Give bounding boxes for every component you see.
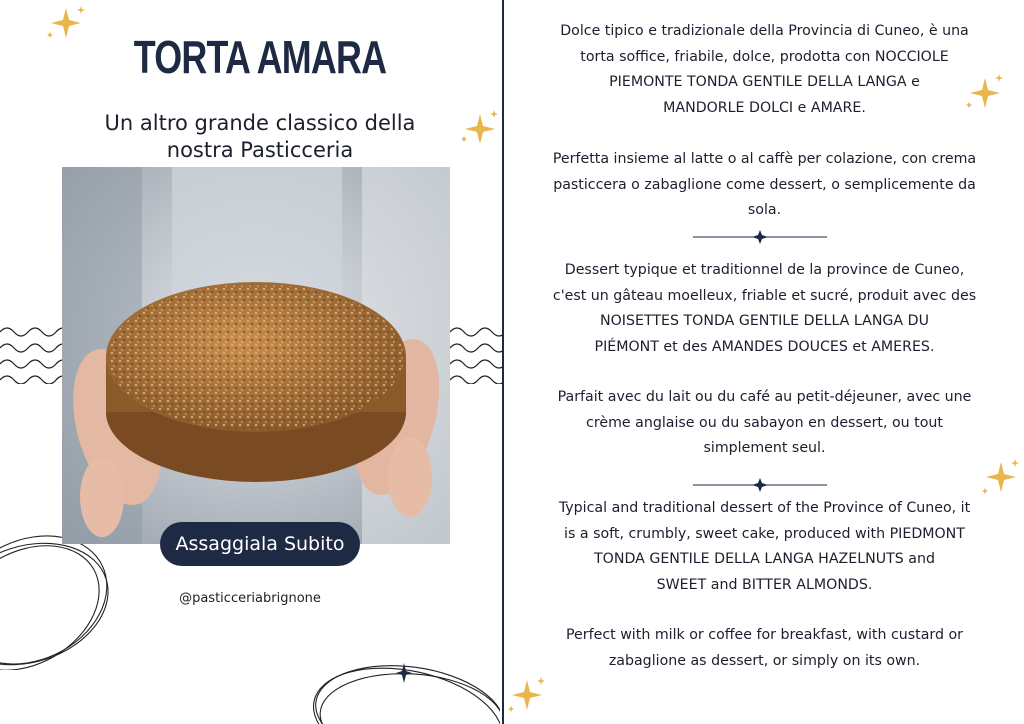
text-line: TONDA GENTILE DELLA LANGA HAZELNUTS and xyxy=(594,551,935,567)
text-line: Perfetta insieme al latte o al caffè per colazione, con crema xyxy=(552,151,977,167)
text-line: c'est un gâteau moelleux, friable et sucré, produit avec des xyxy=(552,287,977,304)
star-icon xyxy=(395,662,413,684)
text-line: PIÉMONT et des AMANDES DOUCES et AMERES. xyxy=(594,338,935,355)
subtitle-line: Un altro grande classico della xyxy=(104,111,416,135)
text-line: SWEET and BITTER ALMONDS. xyxy=(656,576,873,593)
star-divider-icon xyxy=(693,230,827,244)
cake-photo xyxy=(62,167,450,544)
text-line: MANDORLE DOLCI e AMARE. xyxy=(663,99,866,116)
text-line: torta soffice, friabile, dolce, prodotta con NOCCIOLE xyxy=(580,48,949,65)
star-divider-icon xyxy=(693,478,827,492)
italian-description xyxy=(505,19,1024,121)
italian-serving xyxy=(505,147,1024,224)
sparkle-icon xyxy=(458,108,502,148)
vertical-divider xyxy=(502,0,504,724)
text-line: NOISETTES TONDA GENTILE DELLA LANGA DU xyxy=(600,313,929,329)
text-line: sola. xyxy=(747,202,782,218)
text-line: zabaglione as dessert, or simply on its own. xyxy=(608,652,921,669)
subtitle-line: nostra Pasticceria xyxy=(166,138,354,162)
french-serving xyxy=(505,385,1024,462)
english-description xyxy=(505,496,1024,598)
french-description xyxy=(505,258,1024,360)
text-line: Typical and traditional dessert of the Province of Cuneo, it xyxy=(558,500,971,516)
sparkle-icon xyxy=(505,674,549,718)
left-panel xyxy=(0,0,502,724)
text-line: Dolce tipico e tradizionale della Provincia di Cuneo, è una xyxy=(560,23,969,39)
social-handle[interactable]: @pasticceriabrignone xyxy=(179,591,321,606)
taste-now-button[interactable]: Assaggiala Subito xyxy=(160,522,360,566)
sparkle-icon xyxy=(979,456,1023,500)
subtitle xyxy=(60,110,460,164)
right-panel xyxy=(505,0,1024,724)
page-title: TORTA AMARA xyxy=(133,31,387,83)
text-line: Parfait avec du lait ou du café au petit-déjeuner, avec une xyxy=(557,389,972,405)
wave-lines-icon xyxy=(0,322,62,384)
text-line: crème anglaise ou du sabayon en dessert, ou tout xyxy=(586,414,943,431)
english-serving xyxy=(505,623,1024,674)
text-line: simplement seul. xyxy=(703,440,826,456)
text-line: is a soft, crumbly, sweet cake, produced with PIEDMONT xyxy=(564,525,965,542)
text-line: pasticcera o zabaglione come dessert, o semplicemente da xyxy=(553,176,976,193)
text-line: PIEMONTE TONDA GENTILE DELLA LANGA e xyxy=(609,74,920,90)
text-line: Perfect with milk or coffee for breakfast, with custard or xyxy=(566,627,963,643)
text-line: Dessert typique et traditionnel de la province de Cuneo, xyxy=(564,262,965,278)
cake-photo-image xyxy=(62,167,450,544)
wave-lines-icon xyxy=(450,322,502,384)
